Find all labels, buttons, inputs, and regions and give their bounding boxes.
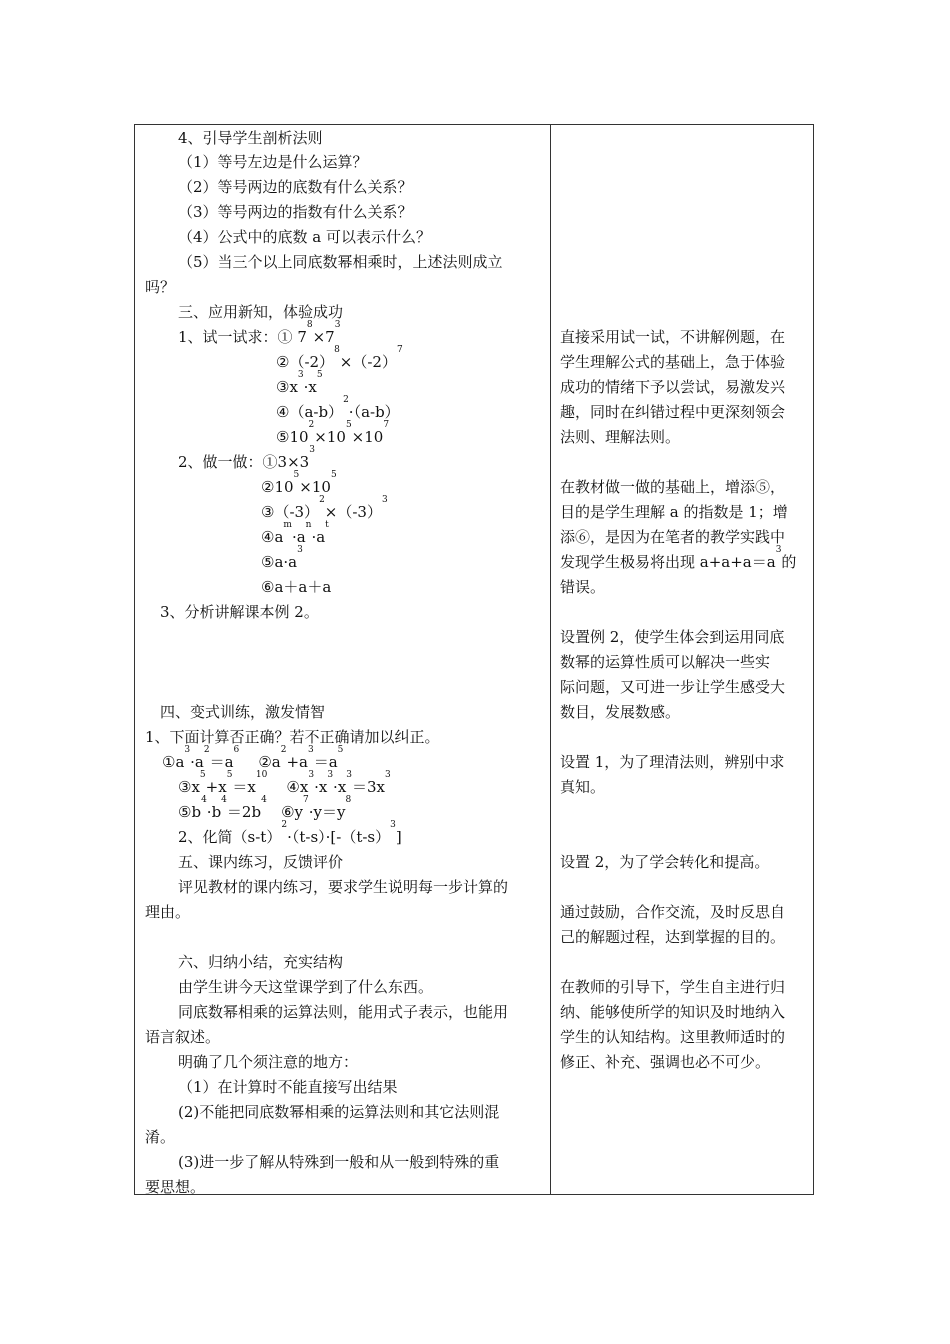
note-3-line-1: 设置例 2，使学生体会到运用同底 <box>560 628 785 646</box>
summary-line-6: (2)不能把同底数幂相乘的运算法则和其它法则混 <box>178 1103 500 1121</box>
note-4-line-2: 真知。 <box>560 778 606 796</box>
summary-line-7: 淆。 <box>145 1128 176 1146</box>
note-7-line-2: 纳、能够使所学的知识及时地纳入 <box>560 1003 786 1021</box>
do-item-3: $③(-3)^2\times(-3)^3$ <box>261 495 388 521</box>
note-6-line-2: 己的解题过程，达到掌握的目的。 <box>560 928 786 946</box>
section-4-heading: 四、变式训练，激发情智 <box>160 703 326 721</box>
summary-line-8: (3)进一步了解从特殊到一般和从一般到特殊的重 <box>178 1153 500 1171</box>
exercise-1-row-1: $①a^3\cdot a^2=a^6$ $②a^2+a^3=a^5$ <box>162 745 344 771</box>
note-3-line-3: 际问题，又可进一步让学生感受大 <box>560 678 786 696</box>
question-3: （3）等号两边的指数有什么关系？ <box>178 203 413 221</box>
do-item-5: $⑤a\cdot a^3$ <box>261 545 303 571</box>
practice-line-1: 评见教材的课内练习，要求学生说明每一步计算的 <box>178 878 509 896</box>
question-5-cont: 吗？ <box>145 278 176 296</box>
summary-line-1: 由学生讲今天这堂课学到了什么东西。 <box>178 978 434 996</box>
try-item-5: $⑤10^2\times 10^5\times 10^7$ <box>276 420 390 446</box>
section-6-heading: 六、归纳小结，充实结构 <box>178 953 344 971</box>
try-item-4: $④(a-b)^2\cdot(a-b)$ <box>276 395 400 421</box>
note-2-line-4: 发现学生极易将出现 $a+a+a=a^3$的 <box>560 545 797 571</box>
question-4: （4）公式中的底数 a 可以表示什么？ <box>178 228 432 246</box>
exercise-1-row-3: $⑤b^4\cdot b^4=2b^4$ $⑥y^7\cdot y=y^8$ <box>178 795 352 821</box>
note-1-line-2: 学生理解公式的基础上，急于体验 <box>560 353 786 371</box>
note-3-line-2: 数幂的运算性质可以解决一些实 <box>560 653 771 671</box>
do-item-2: $②10^5\times 10^5$ <box>261 470 337 496</box>
exercise-1-prompt: 1、下面计算否正确？若不正确请加以纠正。 <box>145 728 440 746</box>
note-1-line-3: 成功的情绪下予以尝试，易激发兴 <box>560 378 786 396</box>
note-1-line-4: 趣，同时在纠错过程中更深刻领会 <box>560 403 786 421</box>
do-item-6: ⑥a＋a＋a <box>261 578 332 596</box>
note-6-line-1: 通过鼓励，合作交流，及时反思自 <box>560 903 786 921</box>
try-item-2: $②(-2)^8\times(-2)^7$ <box>276 345 403 371</box>
note-7-line-4: 修正、补充、强调也必不可少。 <box>560 1053 771 1071</box>
do-item-1: 2、做一做：$①3\times 3^3$ <box>178 445 315 471</box>
note-7-line-1: 在教师的引导下，学生自主进行归 <box>560 978 786 996</box>
note-5-line-1: 设置 2，为了学会转化和提高。 <box>560 853 770 871</box>
summary-line-9: 要思想。 <box>145 1178 206 1196</box>
note-1-line-1: 直接采用试一试，不讲解例题，在 <box>560 328 786 346</box>
do-item-4: $④a^m\cdot a^n\cdot a^t$ <box>261 520 329 546</box>
section-5-heading: 五、课内练习，反馈评价 <box>178 853 344 871</box>
exercise-2-simplify: 2、化简$(s-t)^2\cdot(t-s)\cdot[-(t-s)^3]$ <box>178 820 402 846</box>
try-item-1: 1、试一试求：① $7^8\times 7^3$ <box>178 320 341 346</box>
example-2-line: 3、分析讲解课本例 2。 <box>160 603 319 621</box>
practice-line-2: 理由。 <box>145 903 191 921</box>
summary-line-3: 语言叙述。 <box>145 1028 221 1046</box>
note-1-line-5: 法则、理解法则。 <box>560 428 681 446</box>
question-5: （5）当三个以上同底数幂相乘时，上述法则成立 <box>178 253 503 271</box>
summary-line-2: 同底数幂相乘的运算法则，能用式子表示，也能用 <box>178 1003 509 1021</box>
note-7-line-3: 学生的认知结构。这里教师适时的 <box>560 1028 786 1046</box>
note-2-line-3: 添⑥，是因为在笔者的教学实践中 <box>560 528 786 546</box>
step-4-heading: 4、引导学生剖析法则 <box>178 129 323 147</box>
exercise-1-row-2: $③x^5+x^5=x^{10}$ $④x^3\cdot x^3\cdot x^3=3x^3$ <box>178 770 391 796</box>
section-3-heading: 三、应用新知，体验成功 <box>178 303 344 321</box>
note-4-line-1: 设置 1，为了理清法则，辨别中求 <box>560 753 785 771</box>
note-2-line-5: 错误。 <box>560 578 606 596</box>
note-2-line-2: 目的是学生理解 a 的指数是 1；增 <box>560 503 788 521</box>
summary-line-4: 明确了几个须注意的地方： <box>178 1053 359 1071</box>
note-2-line-1: 在教材做一做的基础上，增添⑤， <box>560 478 786 496</box>
try-item-3: $③x^3\cdot x^5$ <box>276 370 323 396</box>
column-divider <box>550 124 551 1195</box>
summary-line-5: （1）在计算时不能直接写出结果 <box>178 1078 398 1096</box>
question-2: （2）等号两边的底数有什么关系？ <box>178 178 413 196</box>
question-1: （1）等号左边是什么运算？ <box>178 153 368 171</box>
note-3-line-4: 数目，发展数感。 <box>560 703 681 721</box>
